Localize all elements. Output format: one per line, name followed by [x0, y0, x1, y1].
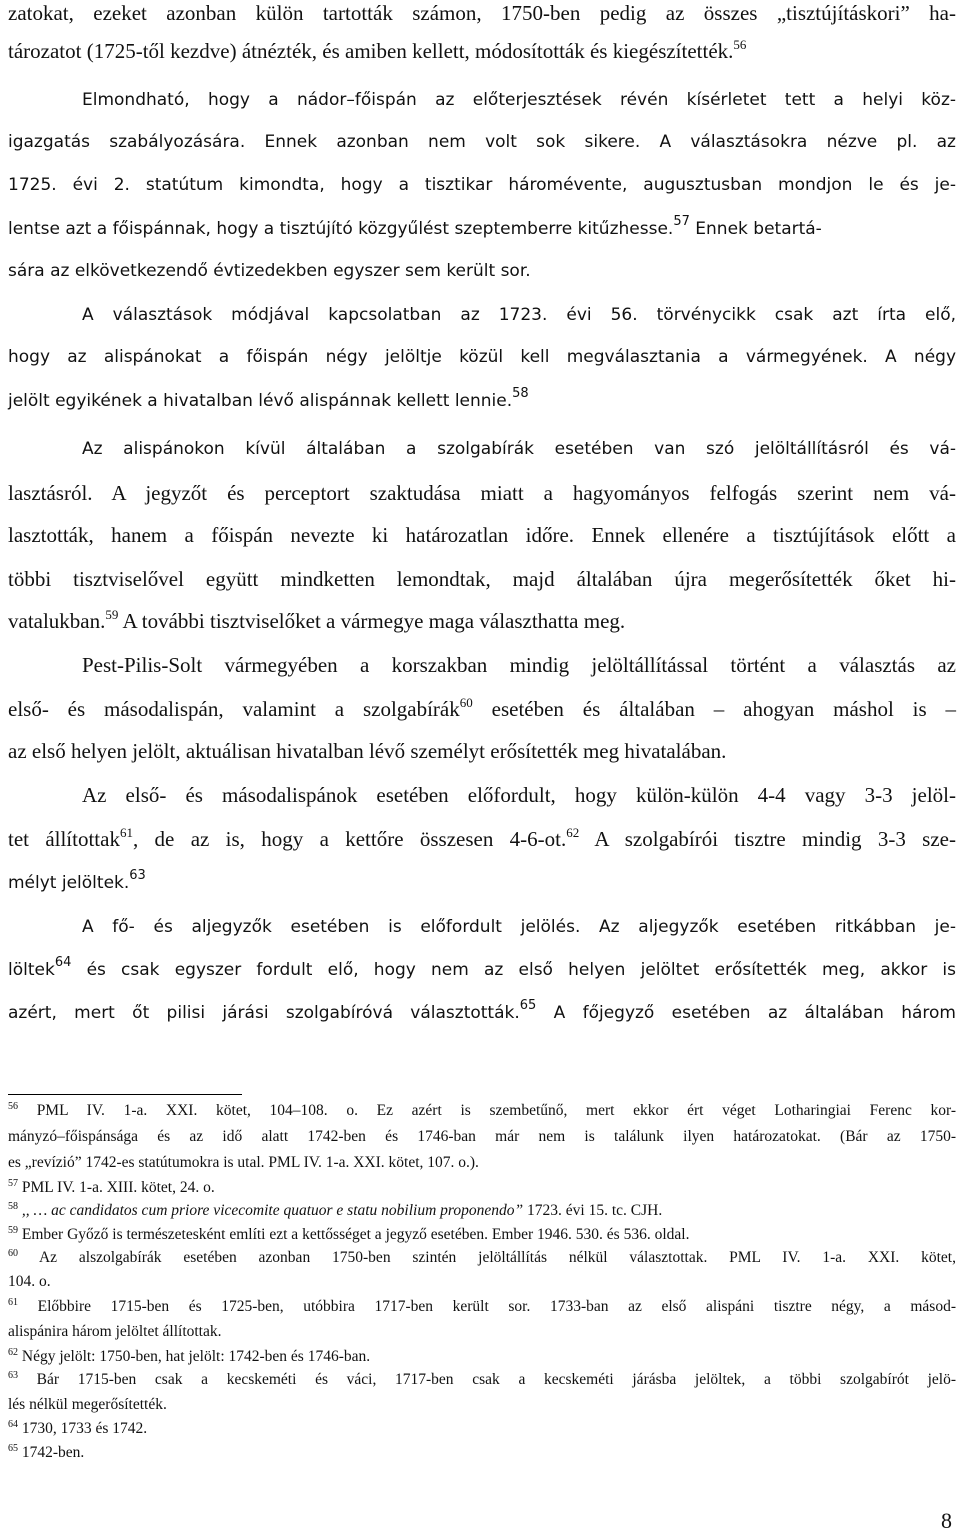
footnote: $^{59}$ Ember Győző is természetesként említi ezt a kettősséget a jegyző esetében. Ember 1946. 530. és 536. oldal. — [8, 1225, 690, 1243]
footnote-separator — [8, 1094, 242, 1095]
body-line: sára az elkövetkezendő évtizedekben egyszer sem került sor. — [8, 261, 531, 281]
footnote: $^{60}$ Az alszolgabírák esetében azonban 1750-ben szintén jelöltállítás nélkül választottak. PML IV. 1-a. XXI. kötet, — [8, 1248, 956, 1266]
footnote: $^{57}$ PML IV. 1-a. XIII. kötet, 24. o. — [8, 1178, 215, 1196]
footnote-ref: 65 — [519, 998, 537, 1013]
body-line: A fő- és aljegyzők esetében is előfordult jelölés. Az aljegyzők esetében ritkábban je- — [82, 917, 956, 937]
footnote-continuation: lés nélkül megerősítették. — [8, 1396, 167, 1413]
body-line: igazgatás szabályozására. Ennek azonban nem volt sok sikere. A választásokra nézve pl. az — [8, 132, 956, 152]
footnote-ref: 60 — [459, 695, 473, 710]
body-line: lasztották, hanem a főispán nevezte ki határozatlan időre. Ennek ellenére a tisztújítások előtt a — [8, 523, 956, 547]
body-line: Elmondható, hogy a nádor–főispán az előterjesztések révén kísérletet tett a helyi köz- — [82, 90, 956, 110]
footnote: $^{65}$ 1742-ben. — [8, 1443, 85, 1461]
footnote-ref: 59 — [105, 607, 119, 622]
footnote: $^{61}$ Előbbire 1715-ben és 1725-ben, utóbbira 1717-ben került sor. 1733-ban az első alispáni tisztre négy, a másod- — [8, 1297, 957, 1315]
footnote: $^{58}$ ,, … ac candidatos cum priore vicecomite quatuor e statu nobilium proponendo” 1723. évi 15. tc. CJH. — [8, 1201, 663, 1219]
body-line: Az alispánokon kívül általában a szolgabírák esetében van szó jelöltállításról és vá- — [82, 439, 956, 459]
body-line: lentse azt a főispánnak, hogy a tisztújító közgyűlést szeptemberre kitűzhesse.$^{57}$ Ennek betartá- — [8, 214, 822, 239]
body-line: A választások módjával kapcsolatban az 1723. évi 56. törvénycikk csak azt írta elő, — [82, 305, 956, 325]
footnote-ref: 61 — [119, 825, 133, 840]
footnote-ref: 56 — [733, 37, 747, 52]
page-number: 8 — [941, 1508, 952, 1533]
body-line: tet állítottak$^{61}$, de az is, hogy a kettőre összesen 4-6-ot.$^{62}$ A szolgabírói tisztre mindig 3-3 sze- — [8, 825, 956, 851]
body-line: lasztásról. A jegyzőt és perceptort szaktudása miatt a hagyományos felfogás szerint nem vá- — [8, 481, 956, 505]
footnote-ref: 57 — [673, 214, 690, 229]
footnote-continuation: 104. o. — [8, 1273, 51, 1290]
footnote-continuation: es „revízió” 1742-es statútumokra is utal. PML IV. 1-a. XXI. kötet, 107. o.). — [8, 1154, 479, 1171]
body-line: löltek$^{64}$ és csak egyszer fordult elő, hogy nem az első helyen jelöltet erősítették meg, akkor is — [8, 955, 956, 980]
body-line: hogy az alispánokat a főispán négy jelöltje közül kell megválasztania a vármegyének. A négy — [8, 347, 956, 367]
footnote-ref: 64 — [54, 955, 72, 970]
body-line: 1725. évi 2. statútum kimondta, hogy a tisztikar háromévente, augusztusban mondjon le és je- — [8, 175, 956, 195]
footnote-ref: 62 — [566, 825, 580, 840]
footnote-ref: 63 — [129, 868, 146, 883]
body-line: azért, mert őt pilisi járási szolgabíróvá választották.$^{65}$ A főjegyző esetében az általában három — [8, 998, 956, 1023]
body-line: zatokat, ezeket azonban külön tartották számon, 1750-ben pedig az összes „tisztújításkori” ha- — [8, 1, 956, 25]
footnote: $^{62}$ Négy jelölt: 1750-ben, hat jelölt: 1742-ben és 1746-ban. — [8, 1347, 371, 1365]
body-line: vatalukban.$^{59}$ A további tisztviselőket a vármegye maga választhatta meg. — [8, 607, 626, 633]
footnote: $^{63}$ Bár 1715-ben csak a kecskeméti és váci, 1717-ben csak a kecskeméti járásba jelöltek, a többi szolgabírót jelö- — [8, 1370, 956, 1388]
footnote-continuation: alispánira három jelöltet állítottak. — [8, 1323, 222, 1340]
body-line: tározatot (1725-től kezdve) átnézték, és amiben kellett, módosították és kiegészítették.$^{56}$ — [8, 37, 747, 63]
body-line: Az első- és másodalispánok esetében előfordult, hogy külön-külön 4-4 vagy 3-3 jelöl- — [82, 783, 956, 807]
footnote: $^{64}$ 1730, 1733 és 1742. — [8, 1419, 148, 1437]
footnote-continuation: mányzó–főispánsága és az idő alatt 1742-ben és 1746-ban már nem is találunk ilyen határozatokat. (Bár az 1750- — [8, 1128, 956, 1145]
footnote: $^{56}$ PML IV. 1-a. XXI. kötet, 104–108. o. Ez azért is szembetűnő, mert ekkor ért véget Lotharingiai Ferenc kor- — [8, 1101, 957, 1119]
body-line: mélyt jelöltek.$^{63}$ — [8, 868, 146, 893]
body-line: első- és másodalispán, valamint a szolgabírák$^{60}$ esetében és általában – ahogyan máshol is – — [8, 695, 956, 721]
document-page — [8, 0, 956, 1537]
body-line: Pest-Pilis-Solt vármegyében a korszakban mindig jelöltállítással történt a választás az — [82, 653, 956, 677]
body-line: az első helyen jelölt, aktuálisan hivatalban lévő személyt erősítették meg hivatalában. — [8, 739, 727, 763]
footnote-ref: 58 — [512, 386, 529, 401]
body-line: jelölt egyikének a hivatalban lévő alispánnak kellett lennie.$^{58}$ — [8, 386, 529, 411]
body-line: többi tisztviselővel együtt mindketten lemondtak, majd általában újra megerősítették őket hi- — [8, 567, 956, 591]
